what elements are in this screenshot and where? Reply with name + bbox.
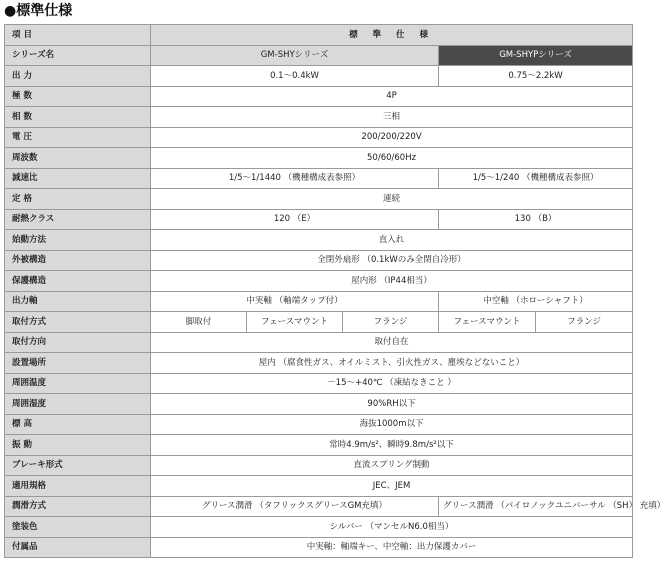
table-row xyxy=(5,332,633,353)
cell-value: 海抜1000m以下 xyxy=(151,414,633,435)
table-row xyxy=(5,435,633,456)
cell-value: グリース潤滑 （タフリックスグリースGM充填） xyxy=(151,496,439,517)
cell-value: 130 （B） xyxy=(439,209,633,230)
cell-value: 取付自在 xyxy=(151,332,633,353)
table-row xyxy=(5,148,633,169)
row-label: 外被構造 xyxy=(5,250,151,271)
row-label: 周囲温度 xyxy=(5,373,151,394)
header-item: 項 目 xyxy=(5,25,151,46)
table-row xyxy=(5,45,633,66)
table-row xyxy=(5,168,633,189)
cell-value: 中空軸 （ホローシャフト） xyxy=(439,291,633,312)
cell-value: 脚取付 xyxy=(151,312,247,333)
table-row xyxy=(5,373,633,394)
table-row xyxy=(5,455,633,476)
row-label: 始動方法 xyxy=(5,230,151,251)
row-label: 相 数 xyxy=(5,107,151,128)
table-row xyxy=(5,517,633,538)
cell-value: 連続 xyxy=(151,189,633,210)
table-row xyxy=(5,230,633,251)
row-label: 適用規格 xyxy=(5,476,151,497)
row-label: ブレーキ形式 xyxy=(5,455,151,476)
cell-value: 90%RH以下 xyxy=(151,394,633,415)
cell-value: 中実軸：軸端キー、中空軸：出力保護カバー xyxy=(151,537,633,558)
table-row xyxy=(5,312,633,333)
row-label: 振 動 xyxy=(5,435,151,456)
cell-value: 屋内形 （IP44相当） xyxy=(151,271,633,292)
table-row xyxy=(5,353,633,374)
table-row xyxy=(5,394,633,415)
cell-value: 4P xyxy=(151,86,633,107)
table-row xyxy=(5,107,633,128)
cell-value: 屋内 （腐食性ガス、オイルミスト、引火性ガス、塵埃などないこと） xyxy=(151,353,633,374)
table-row xyxy=(5,496,633,517)
cell-value: －15～+40℃ （凍結なきこと ） xyxy=(151,373,633,394)
table-row xyxy=(5,209,633,230)
row-label: 定 格 xyxy=(5,189,151,210)
row-label: 塗装色 xyxy=(5,517,151,538)
table-row xyxy=(5,414,633,435)
cell-value: フランジ xyxy=(536,312,633,333)
cell-value: 120 （E） xyxy=(151,209,439,230)
cell-value: フェースマウント xyxy=(439,312,536,333)
table-row xyxy=(5,250,633,271)
cell-value: 0.75～2.2kW xyxy=(439,66,633,87)
row-label: 減速比 xyxy=(5,168,151,189)
row-label: 取付方式 xyxy=(5,312,151,333)
row-label: 標 高 xyxy=(5,414,151,435)
cell-value: シルバー （マンセルN6.0相当） xyxy=(151,517,633,538)
row-label: 耐熱クラス xyxy=(5,209,151,230)
series-shy: GM-SHYシリーズ xyxy=(151,45,439,66)
cell-value: フェースマウント xyxy=(247,312,343,333)
row-label: 潤滑方式 xyxy=(5,496,151,517)
table-row xyxy=(5,127,633,148)
row-label: 設置場所 xyxy=(5,353,151,374)
row-label: 付属品 xyxy=(5,537,151,558)
cell-value: 0.1～0.4kW xyxy=(151,66,439,87)
row-label: 周波数 xyxy=(5,148,151,169)
table-row xyxy=(5,86,633,107)
series-shyp: GM-SHYPシリーズ xyxy=(439,45,633,66)
table-row xyxy=(5,189,633,210)
table-row xyxy=(5,66,633,87)
row-label: 出力軸 xyxy=(5,291,151,312)
section-title: ●標準仕様 xyxy=(4,3,73,19)
cell-value: グリース潤滑 （パイロノックユニバーサル （SH） 充填） xyxy=(439,496,633,517)
row-label: 保護構造 xyxy=(5,271,151,292)
table-row xyxy=(5,271,633,292)
row-label: 極 数 xyxy=(5,86,151,107)
row-label: 電 圧 xyxy=(5,127,151,148)
cell-value: 全閉外扇形 （0.1kWのみ全閉自冷形） xyxy=(151,250,633,271)
cell-value: 三相 xyxy=(151,107,633,128)
header-spec: 標 準 仕 様 xyxy=(151,25,633,46)
cell-value: 50/60/60Hz xyxy=(151,148,633,169)
row-label: シリーズ名 xyxy=(5,45,151,66)
cell-value: 直流スプリング制動 xyxy=(151,455,633,476)
cell-value: 常時4.9m/s²、瞬時9.8m/s²以下 xyxy=(151,435,633,456)
spec-table xyxy=(4,24,665,558)
cell-value: 直入れ xyxy=(151,230,633,251)
table-header-row xyxy=(5,25,633,46)
cell-value: 1/5～1/1440 （機種構成表参照） xyxy=(151,168,439,189)
table-row xyxy=(5,291,633,312)
cell-value: JEC、JEM xyxy=(151,476,633,497)
row-label: 出 力 xyxy=(5,66,151,87)
cell-value: 200/200/220V xyxy=(151,127,633,148)
row-label: 取付方向 xyxy=(5,332,151,353)
table-row xyxy=(5,537,633,558)
cell-value: 1/5～1/240 （機種構成表参照） xyxy=(439,168,633,189)
cell-value: フランジ xyxy=(343,312,439,333)
cell-value: 中実軸 （軸端タップ付） xyxy=(151,291,439,312)
table-row xyxy=(5,476,633,497)
row-label: 周囲湿度 xyxy=(5,394,151,415)
